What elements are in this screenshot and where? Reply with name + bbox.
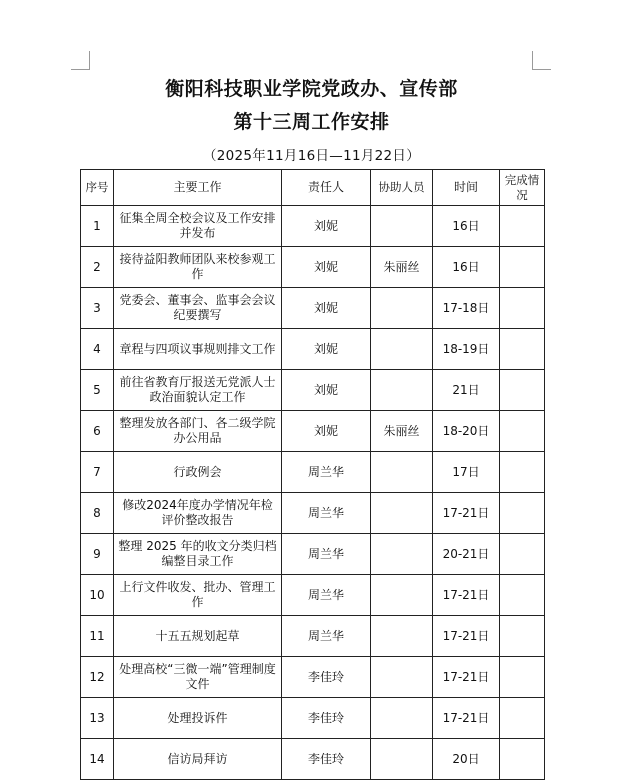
header-assist: 协助人员 (371, 170, 433, 206)
cell-assist (371, 329, 433, 370)
header-seq: 序号 (81, 170, 114, 206)
cell-owner: 李佳玲 (282, 739, 371, 780)
cell-time: 17日 (433, 452, 500, 493)
table-row (81, 493, 545, 534)
page-corner-mark-left (71, 51, 90, 70)
cell-done (500, 739, 545, 780)
cell-seq: 14 (81, 739, 114, 780)
cell-seq: 2 (81, 247, 114, 288)
cell-owner: 刘妮 (282, 411, 371, 452)
table-row (81, 329, 545, 370)
cell-done (500, 493, 545, 534)
cell-time: 16日 (433, 247, 500, 288)
cell-done (500, 247, 545, 288)
cell-owner: 周兰华 (282, 452, 371, 493)
table-row (81, 288, 545, 329)
cell-task: 整理发放各部门、各二级学院办公用品 (114, 411, 282, 452)
cell-seq: 10 (81, 575, 114, 616)
cell-time: 20-21日 (433, 534, 500, 575)
cell-owner: 刘妮 (282, 370, 371, 411)
cell-done (500, 698, 545, 739)
cell-seq: 7 (81, 452, 114, 493)
header-done: 完成情况 (500, 170, 545, 206)
cell-done (500, 370, 545, 411)
cell-done (500, 616, 545, 657)
cell-seq: 8 (81, 493, 114, 534)
cell-seq: 6 (81, 411, 114, 452)
document-title: 衡阳科技职业学院党政办、宣传部 (165, 78, 458, 100)
cell-owner: 李佳玲 (282, 657, 371, 698)
cell-seq: 11 (81, 616, 114, 657)
cell-assist (371, 657, 433, 698)
cell-done (500, 534, 545, 575)
cell-task: 行政例会 (114, 452, 282, 493)
cell-assist (371, 534, 433, 575)
cell-assist: 朱丽丝 (371, 411, 433, 452)
cell-assist (371, 739, 433, 780)
cell-seq: 1 (81, 206, 114, 247)
cell-assist (371, 698, 433, 739)
cell-task: 整理 2025 年的收文分类归档编整目录工作 (114, 534, 282, 575)
cell-assist (371, 616, 433, 657)
cell-owner: 刘妮 (282, 288, 371, 329)
cell-assist (371, 575, 433, 616)
cell-owner: 周兰华 (282, 534, 371, 575)
cell-done (500, 411, 545, 452)
cell-task: 前往省教育厅报送无党派人士政治面貌认定工作 (114, 370, 282, 411)
cell-task: 上行文件收发、批办、管理工作 (114, 575, 282, 616)
cell-seq: 13 (81, 698, 114, 739)
schedule-table (80, 169, 545, 780)
cell-owner: 李佳玲 (282, 698, 371, 739)
cell-owner: 刘妮 (282, 206, 371, 247)
cell-assist (371, 288, 433, 329)
table-row (81, 452, 545, 493)
table-row (81, 370, 545, 411)
cell-time: 17-21日 (433, 657, 500, 698)
table-row (81, 411, 545, 452)
schedule-body (81, 206, 545, 780)
cell-done (500, 575, 545, 616)
cell-task: 修改2024年度办学情况年检评价整改报告 (114, 493, 282, 534)
cell-task: 十五五规划起草 (114, 616, 282, 657)
cell-time: 18-19日 (433, 329, 500, 370)
cell-seq: 3 (81, 288, 114, 329)
cell-done (500, 329, 545, 370)
table-row (81, 247, 545, 288)
cell-time: 16日 (433, 206, 500, 247)
cell-time: 17-21日 (433, 698, 500, 739)
cell-task: 接待益阳教师团队来校参观工作 (114, 247, 282, 288)
header-task: 主要工作 (114, 170, 282, 206)
cell-seq: 4 (81, 329, 114, 370)
cell-assist: 朱丽丝 (371, 247, 433, 288)
table-row (81, 534, 545, 575)
cell-time: 17-21日 (433, 616, 500, 657)
document-subtitle: 第十三周工作安排 (233, 111, 390, 133)
cell-task: 信访局拜访 (114, 739, 282, 780)
cell-time: 20日 (433, 739, 500, 780)
date-range: （2025年11月16日—11月22日） (202, 148, 421, 164)
cell-time: 17-18日 (433, 288, 500, 329)
cell-owner: 周兰华 (282, 493, 371, 534)
cell-seq: 12 (81, 657, 114, 698)
cell-time: 18-20日 (433, 411, 500, 452)
cell-time: 17-21日 (433, 493, 500, 534)
cell-owner: 刘妮 (282, 247, 371, 288)
page-corner-mark-right (532, 51, 551, 70)
header-time: 时间 (433, 170, 500, 206)
cell-owner: 刘妮 (282, 329, 371, 370)
cell-task: 处理高校“三微一端”管理制度文件 (114, 657, 282, 698)
cell-owner: 周兰华 (282, 575, 371, 616)
cell-task: 党委会、董事会、监事会会议纪要撰写 (114, 288, 282, 329)
cell-seq: 9 (81, 534, 114, 575)
table-row (81, 698, 545, 739)
table-row (81, 739, 545, 780)
cell-assist (371, 370, 433, 411)
table-row (81, 616, 545, 657)
cell-assist (371, 206, 433, 247)
cell-done (500, 452, 545, 493)
table-header-row (81, 170, 545, 206)
table-row (81, 657, 545, 698)
cell-seq: 5 (81, 370, 114, 411)
cell-time: 17-21日 (433, 575, 500, 616)
table-row (81, 575, 545, 616)
header-owner: 责任人 (282, 170, 371, 206)
cell-task: 处理投诉件 (114, 698, 282, 739)
cell-assist (371, 452, 433, 493)
cell-owner: 周兰华 (282, 616, 371, 657)
cell-done (500, 206, 545, 247)
table-row (81, 206, 545, 247)
cell-time: 21日 (433, 370, 500, 411)
cell-assist (371, 493, 433, 534)
cell-task: 征集全周全校会议及工作安排并发布 (114, 206, 282, 247)
cell-task: 章程与四项议事规则排文工作 (114, 329, 282, 370)
cell-done (500, 288, 545, 329)
cell-done (500, 657, 545, 698)
